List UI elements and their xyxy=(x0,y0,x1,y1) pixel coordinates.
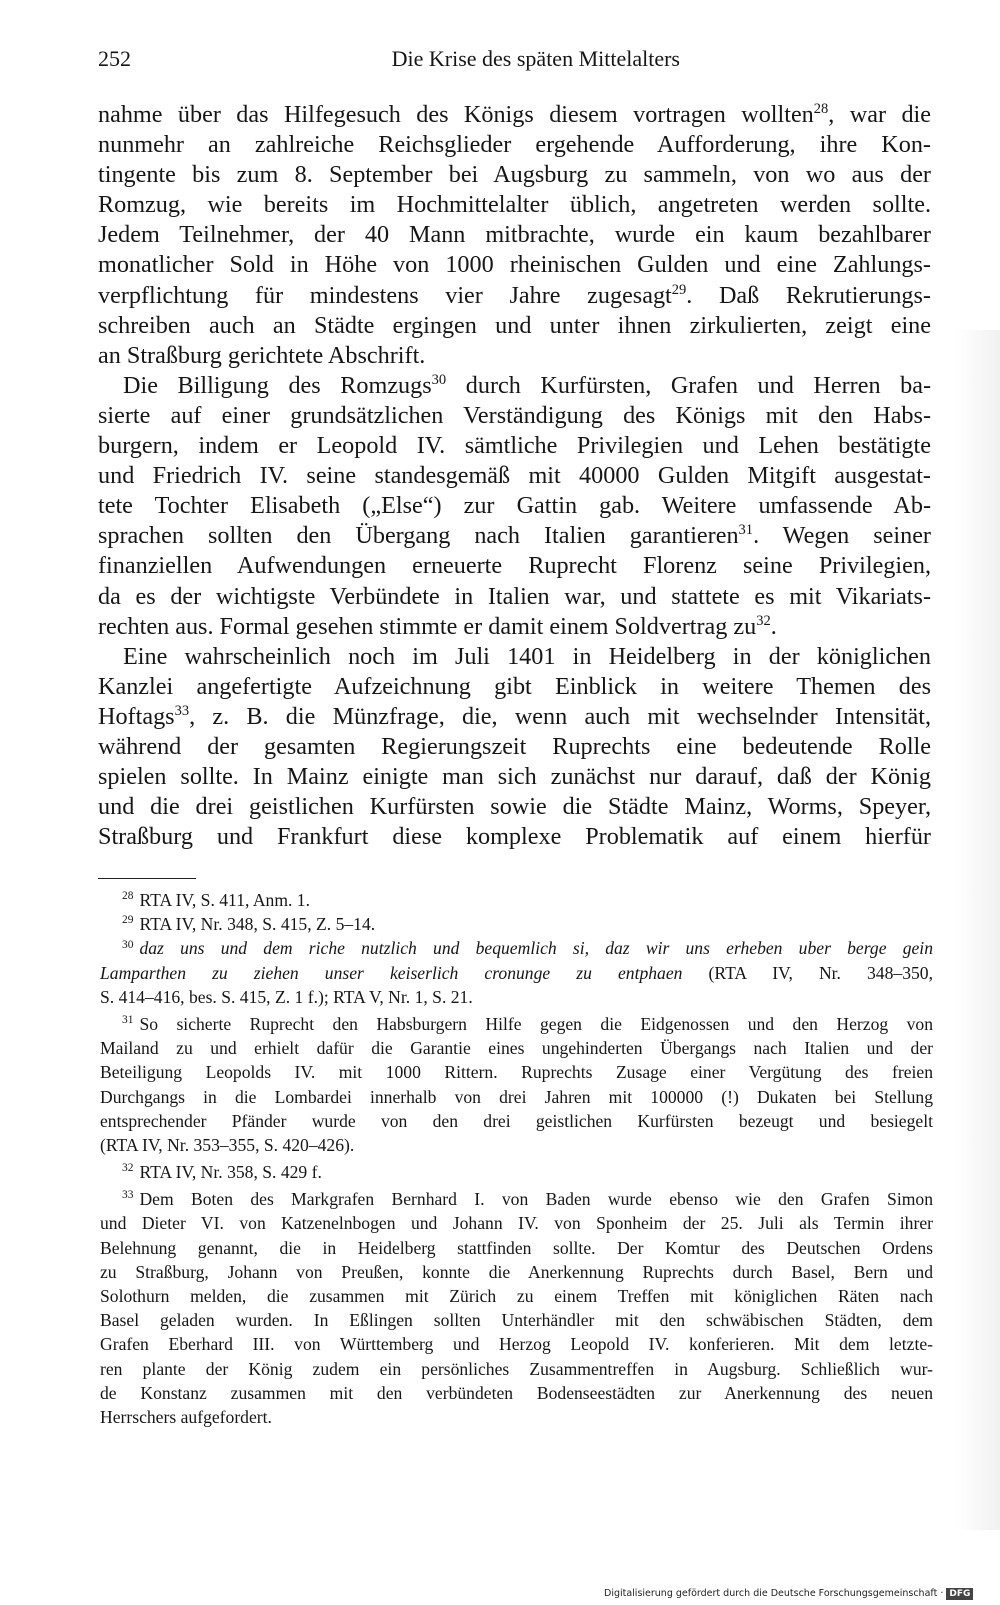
text-line: Hoftags$^{33}$, z. B. die Münzfrage, die, wenn auch mit wechselnder Intensität, xyxy=(98,702,931,730)
footnote-33-cont: zu Straßburg, Johann von Preußen, konnte die Anerkennung Ruprechts durch Basel, Bern und xyxy=(100,1261,933,1282)
text-line: Jedem Teilnehmer, der 40 Mann mitbrachte, wurde ein kaum bezahlbarer xyxy=(98,221,931,249)
footnote-29: $^{29}$ RTA IV, Nr. 348, S. 415, Z. 5–14. xyxy=(122,914,376,935)
text-line: Kanzlei angefertigte Aufzeichnung gibt Einblick in weitere Themen des xyxy=(98,672,931,700)
text-line: tingente bis zum 8. September bei Augsburg zu sammeln, von wo aus der xyxy=(98,161,931,189)
footnote-30-cont: Lamparthen zu ziehen unser keiserlich cronunge zu entphaen (RTA IV, Nr. 348–350, xyxy=(100,962,933,983)
footnote-33-cont: Herrschers aufgefordert. xyxy=(100,1406,272,1427)
footnote-ref[interactable]: 30 xyxy=(431,371,447,388)
text-line: Eine wahrscheinlich noch im Juli 1401 in Heidelberg in der königlichen xyxy=(123,642,931,670)
text-line: sierte auf einer grundsätzlichen Verständigung des Königs mit den Habs- xyxy=(98,401,931,429)
footnote-33-cont: und Dieter VI. von Katzenelnbogen und Johann IV. von Sponheim der 25. Juli als Termin ihrer xyxy=(100,1213,933,1234)
text-line: während der gesamten Regierungszeit Ruprechts eine bedeutende Rolle xyxy=(98,732,931,760)
footnote-33-cont: ren plante der König zudem ein persönliches Zusammentreffen in Augsburg. Schließlich wur- xyxy=(100,1358,933,1379)
text-line: nunmehr an zahlreiche Reichsglieder ergehende Aufforderung, ihre Kon- xyxy=(98,131,931,159)
footnote-31-cont: Mailand zu und erhielt dafür die Garantie eines ungehinderten Übergangs nach Italien und der xyxy=(100,1038,933,1059)
footnote-ref[interactable]: 32 xyxy=(756,612,771,629)
credit-text: Digitalisierung gefördert durch die Deutsche Forschungsgemeinschaft · xyxy=(604,1588,944,1599)
text-line: finanziellen Aufwendungen erneuerte Ruprecht Florenz seine Privilegien, xyxy=(98,552,931,580)
text-line: sprachen sollten den Übergang nach Italien garantieren$^{31}$. Wegen seiner xyxy=(98,522,931,550)
footnote-ref[interactable]: 33 xyxy=(174,702,190,719)
footnote-31-cont: Beteiligung Leopolds IV. mit 1000 Rittern. Ruprechts Zusage einer Vergütung des freien xyxy=(100,1062,933,1083)
footnote-ref[interactable]: 31 xyxy=(738,522,754,539)
footnote-33-cont: Belehnung genannt, die in Heidelberg stattfinden sollte. Der Komtur des Deutschen Ordens xyxy=(100,1237,933,1258)
text-line: burgern, indem er Leopold IV. sämtliche Privilegien und Lehen bestätigte xyxy=(98,432,931,460)
page-number: 252 xyxy=(98,46,131,71)
footnote-30: $^{30}$ daz uns und dem riche nutzlich und bequemlich si, daz wir uns erheben uber berge gein xyxy=(122,938,933,959)
digitization-credit xyxy=(604,1586,1000,1602)
footnote-ref[interactable]: 28 xyxy=(813,100,829,117)
text-line: tete Tochter Elisabeth („Else“) zur Gattin gab. Weitere umfassende Ab- xyxy=(98,492,931,520)
footnote-33-cont: Solothurn melden, die zusammen mit Zürich zu einem Treffen mit königlichen Räten nach xyxy=(100,1286,933,1306)
text-line: rechten aus. Formal gesehen stimmte er damit einem Soldvertrag $zu^{32}$. xyxy=(98,612,777,640)
text-line: nahme über das Hilfegesuch des Königs diesem vortragen wollten$^{28}$, war die xyxy=(98,100,931,128)
footnote-33-cont: de Konstanz zusammen mit den verbündeten Bodenseestädten zur Anerkennung des neuen xyxy=(100,1382,933,1403)
footnote-31-cont: entsprechender Pfänder wurde von den drei geistlichen Kurfürsten bezeugt und besiegelt xyxy=(100,1110,933,1131)
text-line: an Straßburg gerichtete Abschrift. xyxy=(98,341,426,369)
footnote-divider xyxy=(98,878,196,879)
footnote-32: $^{32}$ RTA IV, Nr. 358, S. 429 f. xyxy=(122,1162,322,1183)
text-line: schreiben auch an Städte ergingen und unter ihnen zirkulierten, zeigt eine xyxy=(98,311,931,339)
footnote-33-cont: Grafen Eberhard III. von Württemberg und Herzog Leopold IV. konferieren. Mit dem letzte- xyxy=(100,1334,933,1355)
text-line: und die drei geistlichen Kurfürsten sowie die Städte Mainz, Worms, Speyer, xyxy=(98,793,931,821)
running-title: Die Krise des späten Mittelalters xyxy=(391,46,680,71)
footnote-ref[interactable]: 29 xyxy=(671,281,687,298)
footnote-28: $^{28}$ RTA IV, S. 411, Anm. 1. xyxy=(122,890,311,910)
text-line: und Friedrich IV. seine standesgemäß mit 40000 Gulden Mitgift ausgestat- xyxy=(98,462,931,490)
text-line: monatlicher Sold in Höhe von 1000 rheinischen Gulden und eine Zahlungs- xyxy=(98,251,931,279)
text-line: da es der wichtigste Verbündete in Italien war, und stattete es mit Vikariats- xyxy=(98,582,931,610)
text-line: verpflichtung für mindestens vier Jahre zugesagt$^{29}$. Daß Rekrutierungs- xyxy=(98,281,931,309)
text-line: Straßburg und Frankfurt diese komplexe Problematik auf einem hierfür xyxy=(98,823,931,851)
footnote-31: $^{31}$ So sicherte Ruprecht den Habsburgern Hilfe gegen die Eidgenossen und den Herzog von xyxy=(122,1013,933,1034)
text-line: Romzug, wie bereits im Hochmittelalter üblich, angetreten werden sollte. xyxy=(98,191,931,219)
footnotes xyxy=(100,888,933,1429)
page-header xyxy=(98,44,680,78)
text-line: spielen sollte. In Mainz einigte man sich zunächst nur darauf, daß der König xyxy=(98,763,931,791)
footnote-33: $^{33}$ Dem Boten des Markgrafen Bernhard I. von Baden wurde ebenso wie den Grafen Simon xyxy=(122,1189,933,1210)
main-text xyxy=(98,100,931,852)
footnote-31-cont: Durchgangs in die Lombardei innerhalb von drei Jahren mit 100000 (!) Dukaten bei Stellung xyxy=(100,1086,933,1107)
footnote-33-cont: Basel geladen wurden. In Eßlingen sollten Unterhändler mit den schwäbischen Städten, dem xyxy=(100,1310,933,1331)
footnote-30-cont: S. 414–416, bes. S. 415, Z. 1 f.); RTA V, Nr. 1, S. 21. xyxy=(100,986,473,1007)
footnote-31-cont: (RTA IV, Nr. 353–355, S. 420–426). xyxy=(100,1134,355,1155)
dfg-logo: DFG xyxy=(946,1588,973,1600)
text-line: Die Billigung des Romzugs$^{30}$ durch Kurfürsten, Grafen und Herren ba- xyxy=(123,371,931,399)
